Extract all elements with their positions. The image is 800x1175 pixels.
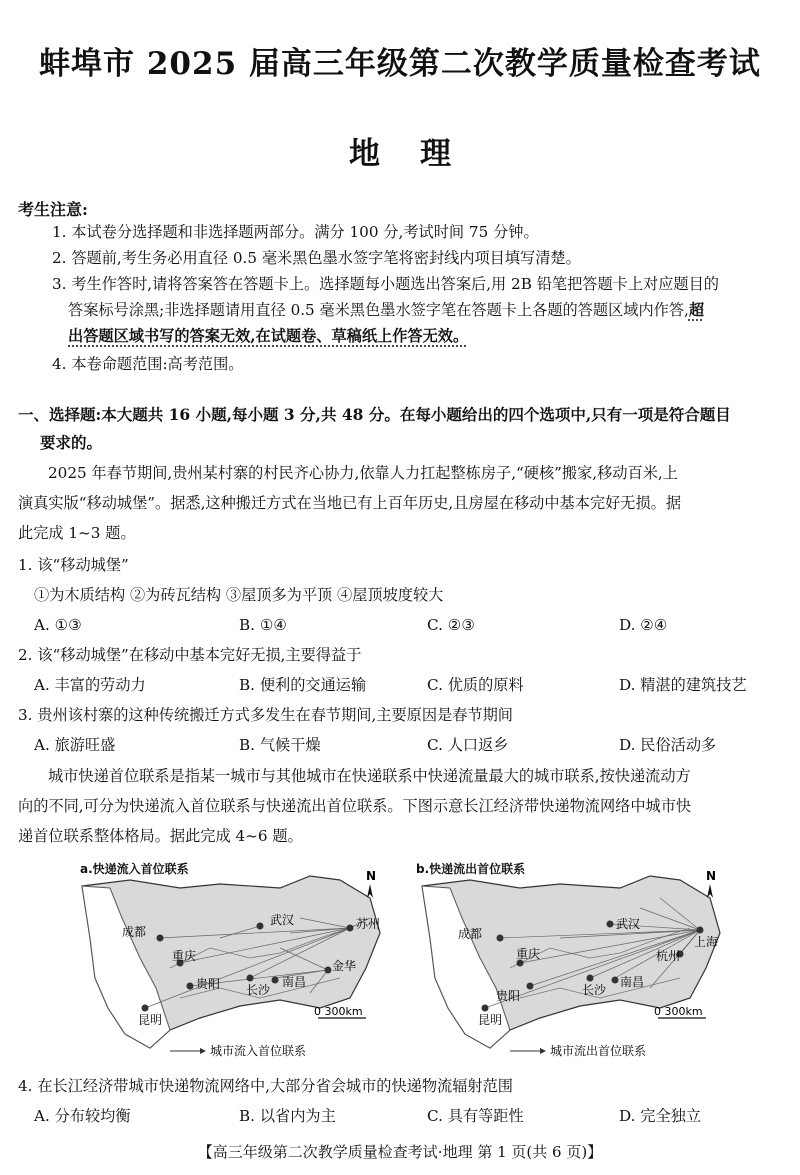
map-b-graphic bbox=[410, 858, 740, 1063]
q2-option-a: A. 丰富的劳动力 bbox=[34, 676, 146, 694]
notice-item-3-emphasis-start: 超 bbox=[688, 301, 705, 319]
q4-option-a: A. 分布较均衡 bbox=[34, 1107, 131, 1125]
map-a-city-label: 重庆 bbox=[172, 949, 197, 963]
notice-item-3-line2 bbox=[68, 300, 704, 320]
q1-option-b: B. ①④ bbox=[239, 616, 288, 634]
q3-options bbox=[34, 735, 774, 755]
notice-item-3-emphasis: 出答题区域书写的答案无效,在试题卷、草稿纸上作答无效。 bbox=[68, 327, 469, 345]
passage2-line2: 向的不同,可分为快递流入首位联系与快递流出首位联系。下图示意长江经济带快递物流网络中城市快 bbox=[18, 797, 692, 815]
q4-option-d: D. 完全独立 bbox=[619, 1107, 702, 1125]
map-b-city-label: 杭州 bbox=[656, 949, 681, 963]
map-a-title: a.快递流入首位联系 bbox=[80, 862, 189, 876]
map-b-city-label: 昆明 bbox=[478, 1013, 503, 1027]
map-b-city-label: 重庆 bbox=[516, 947, 541, 961]
passage2-line3: 递首位联系整体格局。据此完成 4~6 题。 bbox=[18, 827, 303, 845]
q3-option-a: A. 旅游旺盛 bbox=[34, 736, 116, 754]
passage2-line1: 城市快递首位联系是指某一城市与其他城市在快递联系中快递流量最大的城市联系,按快递流动方 bbox=[48, 767, 691, 785]
q2-option-d: D. 精湛的建筑技艺 bbox=[619, 676, 747, 694]
map-a-city-label: 贵阳 bbox=[196, 977, 221, 991]
q3-stem: 3. 贵州该村寨的这种传统搬迁方式多发生在春节期间,主要原因是春节期间 bbox=[18, 706, 513, 724]
section-heading-line1: 一、选择题:本大题共 16 小题,每小题 3 分,共 48 分。在每小题给出的四个选项中,只有一项是符合题目 bbox=[18, 405, 731, 424]
map-b-scale-label: 0 300km bbox=[654, 1005, 703, 1018]
map-a-city-label: 南昌 bbox=[282, 975, 307, 989]
q4-option-c: C. 具有等距性 bbox=[427, 1107, 524, 1125]
notice-item-1: 1. 本试卷分选择题和非选择题两部分。满分 100 分,考试时间 75 分钟。 bbox=[52, 223, 539, 241]
notice-item-3-line1: 3. 考生作答时,请将答案答在答题卡上。选择题每小题选出答案后,用 2B 铅笔把答题卡上对应题目的 bbox=[52, 275, 719, 293]
passage1-line1: 2025 年春节期间,贵州某村寨的村民齐心协力,依靠人力扛起整栋房子,“硬核”搬家,移动百米,上 bbox=[48, 464, 678, 482]
map-b-city-label: 武汉 bbox=[616, 917, 641, 931]
map-a-graphic bbox=[70, 858, 400, 1063]
q1-option-a: A. ①③ bbox=[34, 616, 82, 634]
map-b-legend-arrow bbox=[540, 1048, 546, 1054]
map-a-north-arrow bbox=[367, 884, 373, 898]
map-b-city-label: 南昌 bbox=[620, 975, 645, 989]
exam-title: 蚌埠市 2025 届高三年级第二次教学质量检查考试 bbox=[39, 46, 761, 82]
subject-title: 地理 bbox=[349, 136, 491, 172]
q2-option-b: B. 便利的交通运输 bbox=[239, 676, 367, 694]
map-a-north-label: N bbox=[366, 869, 377, 883]
q3-option-c: C. 人口返乡 bbox=[427, 736, 509, 754]
q4-options bbox=[34, 1106, 774, 1126]
q1-options bbox=[34, 615, 774, 635]
map-a-city-label: 金华 bbox=[332, 959, 357, 973]
q1-option-c: C. ②③ bbox=[427, 616, 475, 634]
passage1-line3: 此完成 1~3 题。 bbox=[18, 524, 136, 542]
map-a-city-label: 武汉 bbox=[270, 913, 295, 927]
map-b-north-label: N bbox=[706, 869, 717, 883]
notice-item-4: 4. 本卷命题范围:高考范围。 bbox=[52, 355, 244, 373]
q2-option-c: C. 优质的原料 bbox=[427, 676, 524, 694]
q4-stem: 4. 在长江经济带城市快递物流网络中,大部分省会城市的快递物流辐射范围 bbox=[18, 1077, 513, 1095]
map-b-legend-label: 城市流出首位联系 bbox=[550, 1044, 647, 1058]
passage1-line2: 演真实版“移动城堡”。据悉,这种搬迁方式在当地已有上百年历史,且房屋在移动中基本完好无损。据 bbox=[18, 494, 682, 512]
map-b-city-label: 成都 bbox=[458, 927, 483, 941]
q1-option-d: D. ②④ bbox=[619, 616, 668, 634]
page-footer: 【高三年级第二次教学质量检查考试·地理 第 1 页(共 6 页)】 bbox=[197, 1143, 603, 1161]
map-a-city-label: 苏州 bbox=[356, 917, 381, 931]
q1-stem: 1. 该“移动城堡” bbox=[18, 556, 129, 574]
section-heading-line2: 要求的。 bbox=[40, 433, 103, 452]
q1-items: ①为木质结构 ②为砖瓦结构 ③屋顶多为平顶 ④屋顶坡度较大 bbox=[34, 586, 444, 604]
map-b-city-label: 长沙 bbox=[582, 983, 607, 997]
notice-item-2: 2. 答题前,考生务必用直径 0.5 毫米黑色墨水签字笔将密封线内项目填写清楚。 bbox=[52, 249, 581, 267]
map-a-city-label: 昆明 bbox=[138, 1013, 163, 1027]
q4-option-b: B. 以省内为主 bbox=[239, 1107, 336, 1125]
map-b-city-label: 上海 bbox=[694, 935, 719, 949]
map-a-city-label: 成都 bbox=[122, 925, 147, 939]
map-panel-a bbox=[70, 858, 400, 1063]
notice-item-3-line2-text: 答案标号涂黑;非选择题请用直径 0.5 毫米黑色墨水签字笔在答题卡上各题的答题区域内作答, bbox=[68, 301, 689, 319]
map-a-legend-label: 城市流入首位联系 bbox=[210, 1044, 307, 1058]
notice-heading: 考生注意: bbox=[18, 200, 88, 219]
map-panel-b bbox=[410, 858, 740, 1063]
map-a-scale-label: 0 300km bbox=[314, 1005, 363, 1018]
map-b-city-label: 贵阳 bbox=[496, 989, 521, 1003]
map-a-city-label: 长沙 bbox=[246, 983, 271, 997]
q3-option-b: B. 气候干燥 bbox=[239, 736, 321, 754]
map-b-north-arrow bbox=[707, 884, 713, 898]
map-a-legend-arrow bbox=[200, 1048, 206, 1054]
q2-options bbox=[34, 675, 774, 695]
q3-option-d: D. 民俗活动多 bbox=[619, 736, 717, 754]
q2-stem: 2. 该“移动城堡”在移动中基本完好无损,主要得益于 bbox=[18, 646, 362, 664]
map-b-title: b.快递流出首位联系 bbox=[416, 862, 526, 876]
